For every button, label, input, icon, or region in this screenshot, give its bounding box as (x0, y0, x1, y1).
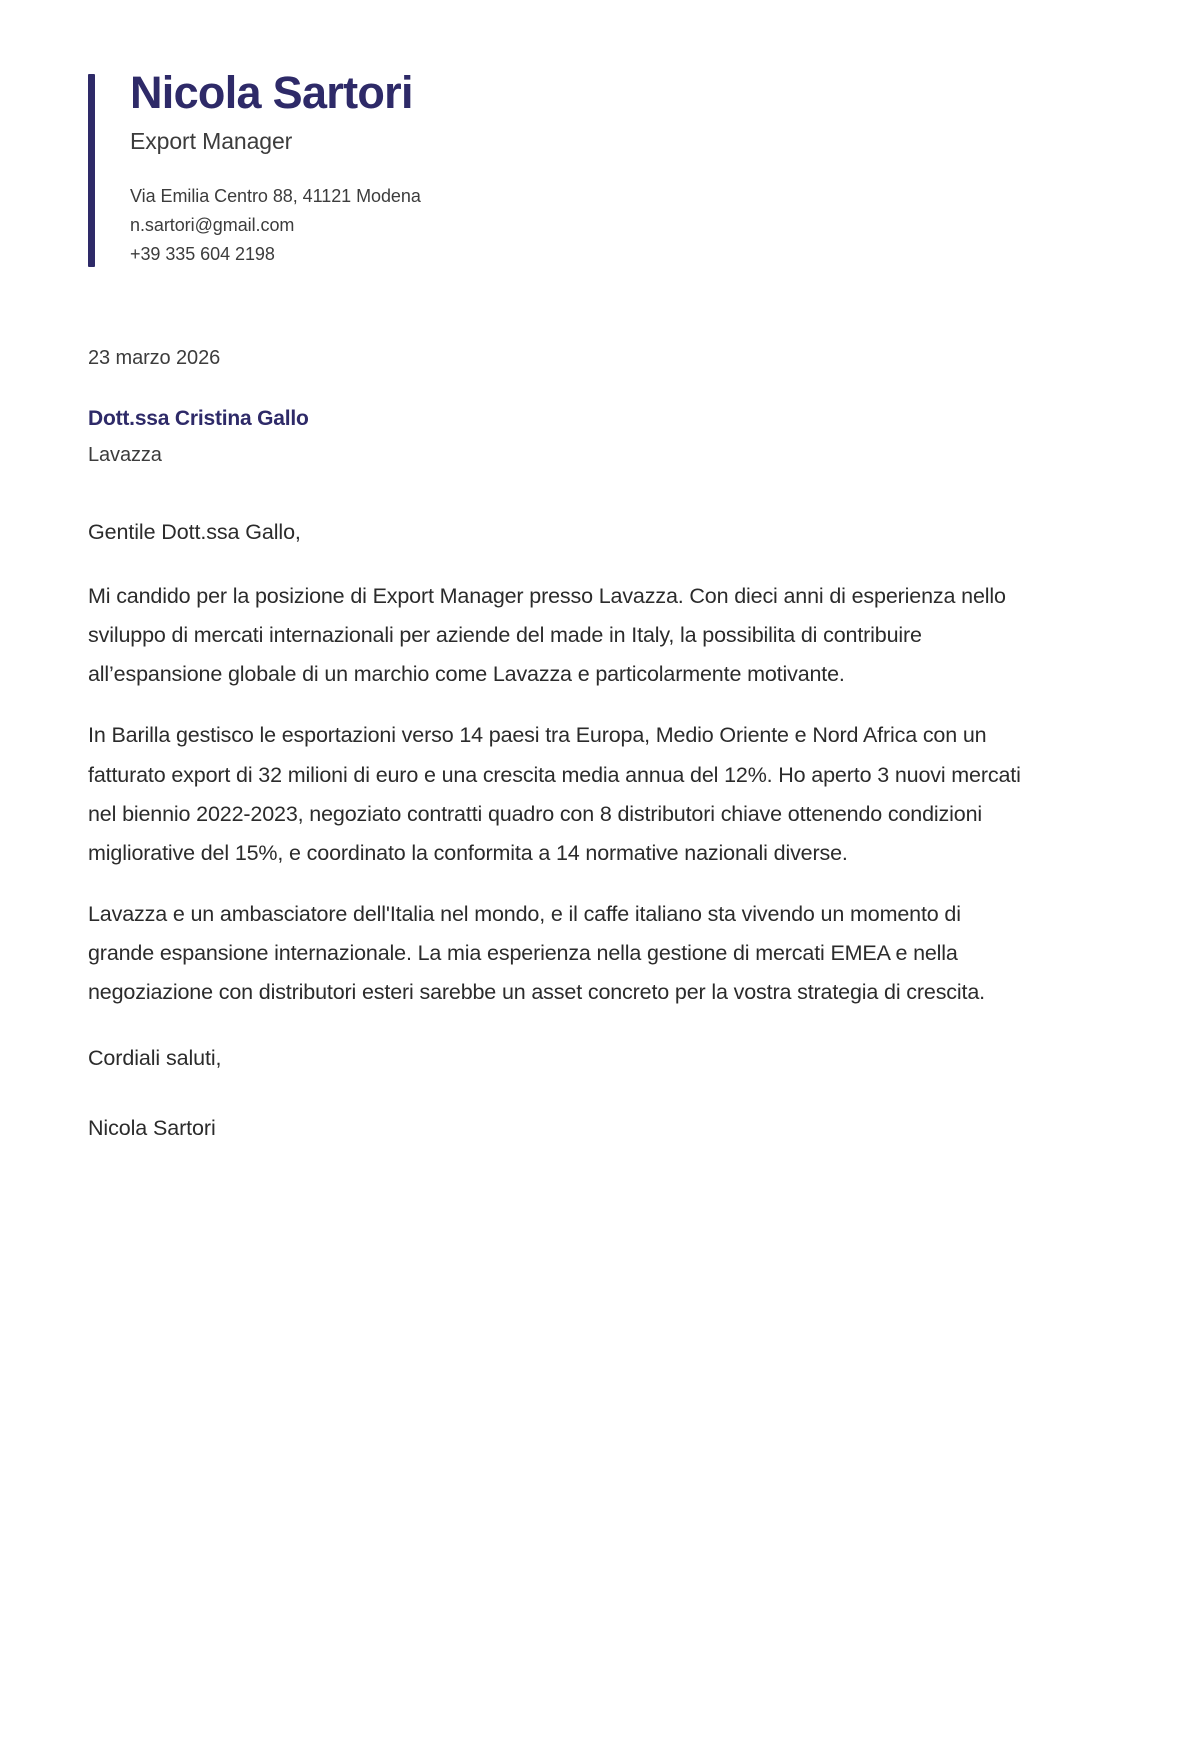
body-paragraph-3: Lavazza e un ambasciatore dell'Italia nel mondo, e il caffe italiano sta vivendo un momento di grande espansione internazionale. La mia esperienza nella gestione di mercati EMEA e nella negoziazione con distributori esteri sarebbe un asset concreto per la vostra strategia di crescita. (88, 901, 985, 1005)
contact-phone[interactable]: +39 335 604 2198 (130, 244, 275, 265)
contact-address: Via Emilia Centro 88, 41121 Modena (130, 185, 421, 206)
contact-email[interactable]: n.sartori@gmail.com (130, 215, 295, 236)
accent-bar (88, 74, 95, 267)
salutation: Gentile Dott.ssa Gallo, (88, 519, 301, 544)
body-paragraph-2: In Barilla gestisco le esportazioni verso 14 paesi tra Europa, Medio Oriente e Nord Africa con un fatturato export di 32 milioni di euro e una crescita media annua del 12%. Ho aperto 3 nuovi mercati nel biennio 2022-2023, negoziato contratti quadro con 8 distributori chiave ottenendo condizioni migliorative del 15%, e coordinato la conformita a 14 normative nazionali diverse. (88, 723, 1021, 865)
letterhead (88, 68, 968, 269)
cover-letter-page (0, 68, 1190, 1751)
recipient-name: Dott.ssa Cristina Gallo (88, 407, 309, 431)
letter-body (88, 516, 1028, 1145)
closing-line: Cordiali saluti, (88, 1046, 222, 1071)
letter-date: 23 marzo 2026 (88, 347, 221, 370)
candidate-name: Nicola Sartori (130, 67, 413, 118)
candidate-job-title: Export Manager (130, 128, 293, 155)
body-paragraph-1: Mi candido per la posizione di Export Manager presso Lavazza. Con dieci anni di esperienza nello sviluppo di mercati internazionali per aziende del made in Italy, la possibilita di contribuire all’espansione globale di un marchio come Lavazza e particolarmente motivante. (88, 584, 1006, 687)
recipient-company: Lavazza (88, 443, 162, 466)
letter-meta (88, 345, 1028, 467)
signature-name: Nicola Sartori (88, 1115, 216, 1140)
